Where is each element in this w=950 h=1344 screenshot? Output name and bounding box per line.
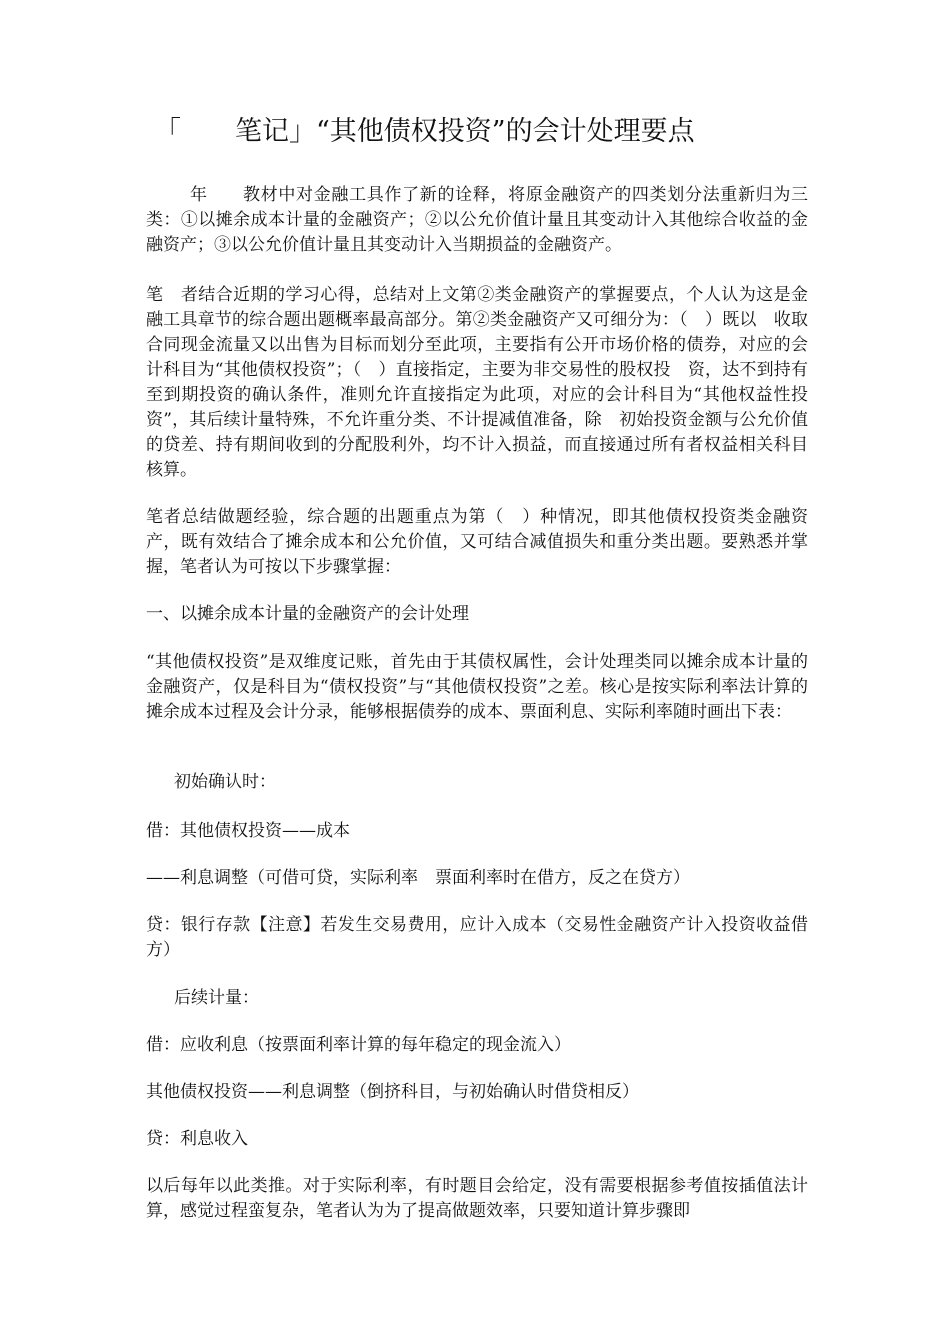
- intro-paragraph: 年 教材中对金融工具作了新的诠释，将原金融资产的四类划分法重新归为三类：①以摊余成本计量的金融资产；②以公允价值计量且其变动计入其他综合收益的金融资产；③以公允价值计量且其变动计入当期损益的金融资产。: [146, 185, 808, 255]
- entry-credit-bank: 贷：银行存款【注意】若发生交易费用，应计入成本（交易性金融资产计入投资收益借方）: [146, 915, 808, 960]
- initial-recognition-label: 初始确认时：: [174, 772, 276, 792]
- category-two-paragraph: 笔 者结合近期的学习心得，总结对上文第②类金融资产的掌握要点，个人认为这是金融工具章节的综合题出题概率最高部分。第②类金融资产又可细分为：（ ）既以 收取合同现金流量又以出售为目标而划分至此项，主要指有公开市场价格的债券，对应的会计科目为“其他债权投资”；（ ）直接指定，主要为非交易性的股权投 资，达不到持有至到期投资的确认条件，准则允许直接指定为此项，对应的会计科目为“其他权益性投资”，其后续计量特殊，不允许重分类、不计提减值准备，除 初始投资金额与公允价值的贷差、持有期间收到的分配股利外，均不计入损益，而直接通过所有者权益相关科目核算。: [146, 285, 808, 480]
- closing-paragraph: 以后每年以此类推。对于实际利率，有时题目会给定，没有需要根据参考值按插值法计算，感觉过程蛮复杂，笔者认为为了提高做题效率，只要知道计算步骤即: [146, 1176, 808, 1221]
- document-title: 「 笔记」“其他债权投资”的会计处理要点: [154, 116, 695, 147]
- entry-credit-interest-income: 贷：利息收入: [146, 1129, 248, 1149]
- entry-interest-adjustment: ——利息调整（可借可贷，实际利率 票面利率时在借方，反之在贷方）: [146, 868, 690, 888]
- entry-debit-cost: 借：其他债权投资——成本: [146, 821, 350, 841]
- subsequent-measurement-label: 后续计量：: [174, 988, 259, 1008]
- entry-interest-adjustment-reverse: 其他债权投资——利息调整（倒挤科目，与初始确认时借贷相反）: [146, 1082, 639, 1102]
- entry-debit-interest-receivable: 借：应收利息（按票面利率计算的每年稳定的现金流入）: [146, 1035, 571, 1055]
- section-heading-1: 一、以摊余成本计量的金融资产的会计处理: [146, 604, 469, 624]
- exam-focus-paragraph: 笔者总结做题经验，综合题的出题重点为第（ ）种情况，即其他债权投资类金融资产，既有效结合了摊余成本和公允价值，又可结合减值损失和重分类出题。要熟悉并掌握，笔者认为可按以下步骤掌握：: [146, 507, 808, 577]
- dual-dimension-paragraph: “其他债权投资”是双维度记账，首先由于其债权属性，会计处理类同以摊余成本计量的金融资产，仅是科目为“债权投资”与“其他债权投资”之差。核心是按实际利率法计算的摊余成本过程及会计分录，能够根据债券的成本、票面利息、实际利率随时画出下表：: [146, 652, 808, 722]
